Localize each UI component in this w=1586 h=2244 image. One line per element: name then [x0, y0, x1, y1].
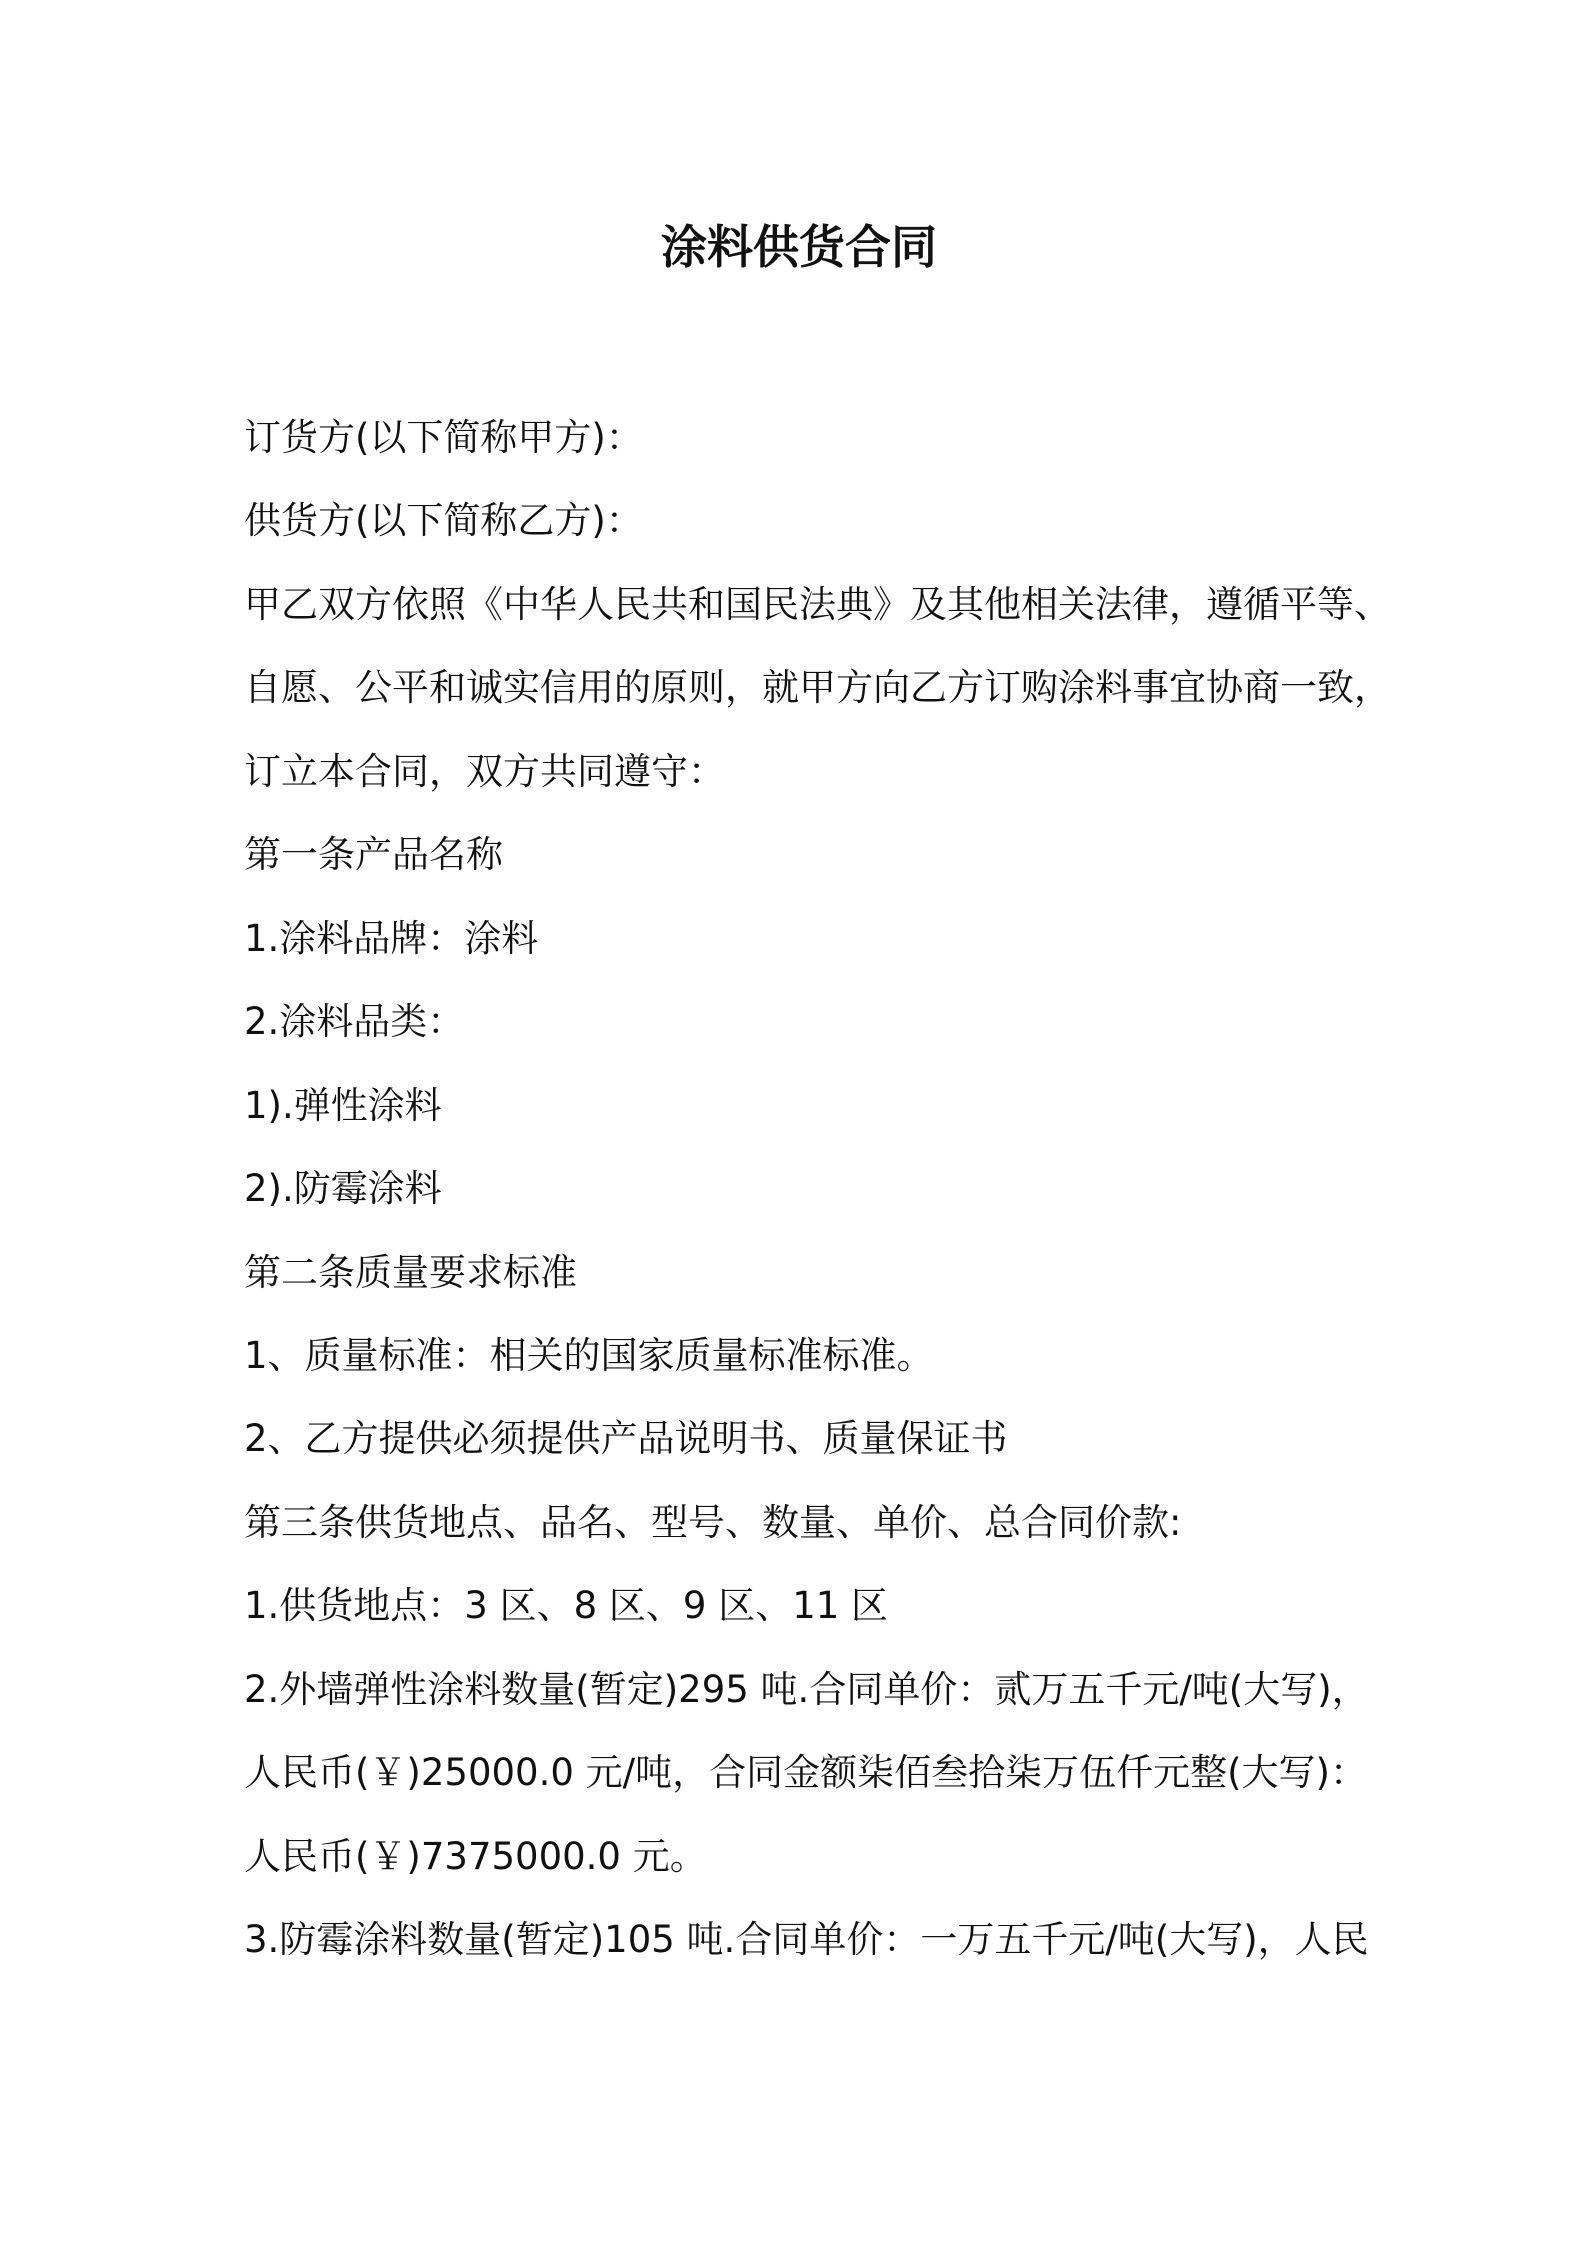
- preamble-line-3: 订立本合同，双方共同遵守：: [244, 749, 725, 793]
- article-1-heading: 第一条产品名称: [244, 833, 503, 877]
- preamble-line-1: 甲乙双方依照《中华人民共和国民法典》及其他相关法律，遵循平等、: [244, 582, 1391, 626]
- article-1-item-category: 2.涂料品类：: [244, 1000, 465, 1044]
- preamble-line-2: 自愿、公平和诚实信用的原则，就甲方向乙方订购涂料事宜协商一致，: [244, 666, 1391, 710]
- article-3-item-elastic-line-3: 人民币(￥)7375000.0 元。: [244, 1834, 707, 1878]
- article-3-item-elastic-line-2: 人民币(￥)25000.0 元/吨，合同金额柒佰叁拾柒万伍仟元整(大写)：: [244, 1751, 1367, 1795]
- article-1-item-brand: 1.涂料品牌：涂料: [244, 916, 539, 960]
- article-2-heading: 第二条质量要求标准: [244, 1250, 577, 1294]
- article-2-item-standard: 1、质量标准：相关的国家质量标准标准。: [244, 1333, 934, 1377]
- article-3-item-elastic-line-1: 2.外墙弹性涂料数量(暂定)295 吨.合同单价：贰万五千元/吨(大写)，: [244, 1667, 1369, 1711]
- document-title: 涂料供货合同: [661, 220, 937, 274]
- article-1-subitem-antimold: 2).防霉涂料: [244, 1167, 442, 1211]
- article-3-item-location: 1.供货地点：3 区、8 区、9 区、11 区: [244, 1584, 889, 1628]
- contract-body: [244, 396, 1444, 1982]
- article-2-item-documents: 2、乙方提供必须提供产品说明书、质量保证书: [244, 1417, 1008, 1461]
- supplier-line: 供货方(以下简称乙方)：: [244, 499, 643, 543]
- article-3-item-antimold-line-1: 3.防霉涂料数量(暂定)105 吨.合同单价：一万五千元/吨(大写)，人民: [244, 1918, 1369, 1962]
- article-1-subitem-elastic: 1).弹性涂料: [244, 1083, 442, 1127]
- orderer-line: 订货方(以下简称甲方)：: [244, 416, 643, 459]
- article-3-heading: 第三条供货地点、品名、型号、数量、单价、总合同价款:: [244, 1500, 1182, 1544]
